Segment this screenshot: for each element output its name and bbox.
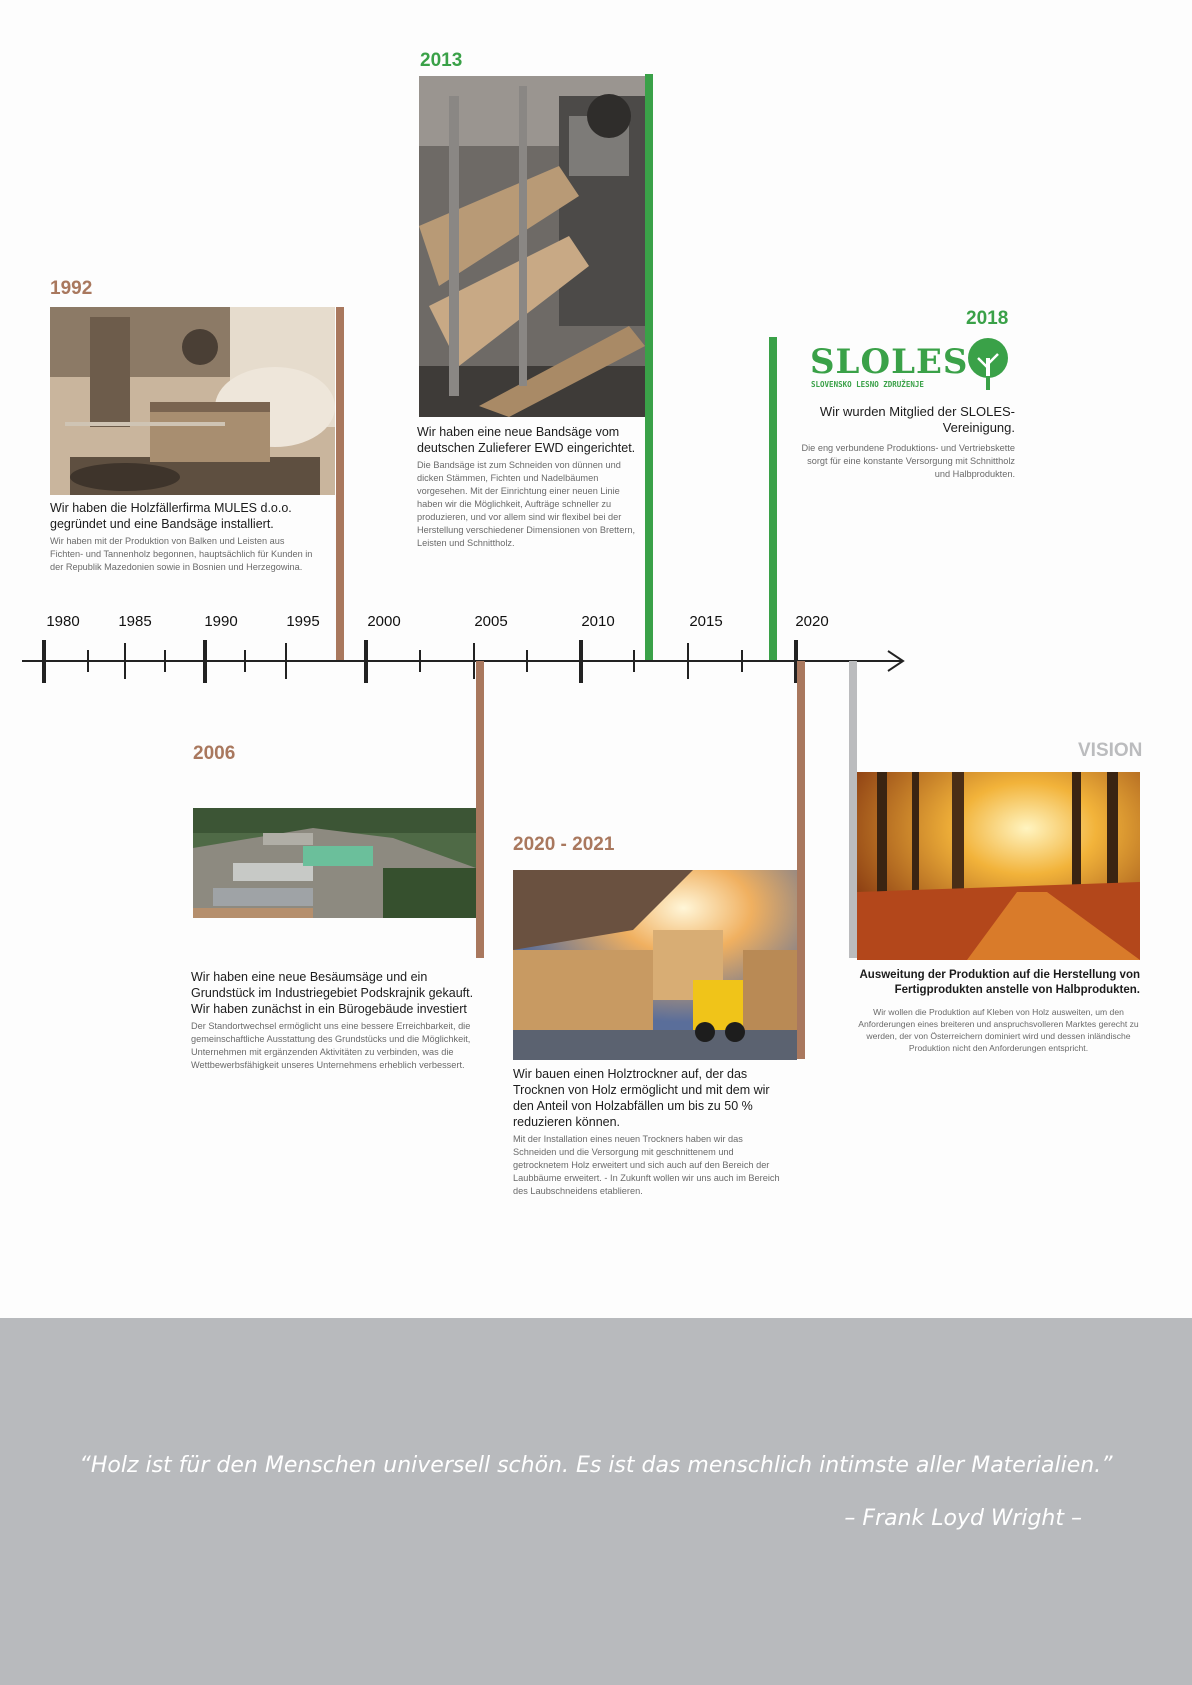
bandsaw-illustration — [419, 76, 645, 417]
event-2013-text — [417, 424, 642, 550]
axis-label-2005: 2005 — [474, 613, 508, 630]
autumn-forest-illustration — [857, 772, 1140, 960]
vision-desc: Wir wollen die Produktion auf Kleben von Holz ausweiten, um den Anforderungen eines breiteren und anspruchsvolleren Marktes gerecht zu werden, der von Österreichern dominiert wird und dessen inländische Produktion nicht den Anforderungen entspricht. — [858, 1007, 1139, 1053]
event-2006-desc: Der Standortwechsel ermöglicht uns eine bessere Erreichbarkeit, die gemeinschaftliche Ausstattung des Grundstücks und die Möglichkeit, Unternehmen mit ergänzenden Aktivitäten zu verbinden, was die Wettbewerbsfähigkeit unseres Unternehmens erheblich verbessert. — [191, 1021, 471, 1070]
bar-2013 — [645, 74, 653, 661]
axis-label-2015: 2015 — [689, 613, 723, 630]
axis-label-2000: 2000 — [367, 613, 401, 630]
sloles-logo — [810, 338, 1020, 393]
industrial-area-illustration — [193, 808, 476, 918]
event-2020-title: Wir bauen einen Holztrockner auf, der das Trocknen von Holz ermöglicht und mit dem wir den Anteil von Holzabfällen um bis zu 50 % reduzieren können. — [513, 1067, 770, 1129]
timeline-axis — [0, 630, 920, 690]
year-2013: 2013 — [420, 50, 463, 71]
quote-text: “Holz ist für den Menschen universell schön. Es ist das menschlich intimste aller Materialien.” — [79, 1453, 1113, 1478]
year-vision: VISION — [1078, 740, 1143, 761]
event-2006-text — [191, 969, 481, 1072]
event-2013-title: Wir haben eine neue Bandsäge vom deutschen Zulieferer EWD eingerichtet. — [417, 425, 636, 455]
year-2006: 2006 — [193, 743, 236, 764]
event-2018-desc: Die eng verbundene Produktions- und Vertriebskette sorgt für eine konstante Versorgung mit Schnittholz und Halbprodukten. — [801, 443, 1015, 479]
bar-2006 — [476, 661, 484, 958]
sloles-logo-subline: SLOVENSKO LESNO ZDRUŽENJE — [811, 380, 924, 389]
quote-band — [0, 1318, 1192, 1685]
year-1992: 1992 — [50, 278, 93, 299]
photo-2013 — [419, 76, 645, 417]
bar-1992 — [336, 307, 344, 660]
event-1992-desc: Wir haben mit der Produktion von Balken und Leisten aus Fichten- und Tannenholz begonnen, hauptsächlich für Kunden in der Republik Mazedonien sowie in Bosnien und Herzegowina. — [50, 536, 313, 572]
event-2018-title: Wir wurden Mitglied der SLOLES-Vereinigung. — [819, 404, 1015, 435]
sawmill-worker-illustration — [50, 307, 335, 495]
event-2020-desc: Mit der Installation eines neuen Trockners haben wir das Schneiden und die Versorgung mit geschnittenem und getrocknetem Holz erweitert und sich auch auf den Bereich der Laubbäume erweitert. - In Zukunft wollen wir uns auch im Bereich des Laubschneidens etablieren. — [513, 1134, 780, 1196]
axis-label-2010: 2010 — [581, 613, 615, 630]
tree-icon — [965, 338, 1011, 390]
photo-2006 — [193, 808, 476, 918]
year-2020-2021: 2020 - 2021 — [513, 834, 615, 855]
event-1992-title: Wir haben die Holzfällerfirma MULES d.o.o. gegründet und eine Bandsäge installiert. — [50, 501, 292, 531]
event-2013-desc: Die Bandsäge ist zum Schneiden von dünnen und dicken Stämmen, Fichten und Nadelbäumen vorgesehen. Mit der Einrichtung einer neuen Linie haben wir die Möglichkeit, Aufträge schneller zu produzieren, und vor allem sind wir flexibel bei der Herstellung verschiedener Dimensionen von Brettern, Leisten und Schnittholz. — [417, 460, 636, 548]
vision-desc-box — [857, 1003, 1140, 1054]
event-2006-title: Wir haben eine neue Besäumsäge und ein Grundstück im Industriegebiet Podskrajnik gekauft. Wir haben zunächst in ein Bürogebäude investiert — [191, 970, 474, 1016]
bar-2018 — [769, 337, 777, 662]
axis-label-1980: 1980 — [46, 613, 80, 630]
event-2020-text — [513, 1066, 788, 1198]
bar-2020-2021 — [797, 661, 805, 1059]
event-2018-text — [790, 404, 1015, 481]
axis-label-2020: 2020 — [795, 613, 829, 630]
photo-2020 — [513, 870, 797, 1060]
axis-label-1990: 1990 — [204, 613, 238, 630]
quote-author: – Frank Loyd Wright – — [844, 1506, 1082, 1531]
year-2018: 2018 — [966, 308, 1009, 329]
photo-vision — [857, 772, 1140, 960]
wood-dryer-illustration — [513, 870, 797, 1060]
photo-1992 — [50, 307, 335, 495]
axis-label-1985: 1985 — [118, 613, 152, 630]
vision-title: Ausweitung der Produktion auf die Herstellung von Fertigprodukten anstelle von Halbprodukten. — [859, 969, 1140, 996]
event-1992-text — [50, 500, 320, 574]
sloles-logo-wordmark: SLOLES — [810, 342, 969, 382]
bar-vision — [849, 661, 857, 958]
vision-title-box — [857, 968, 1140, 998]
axis-label-1995: 1995 — [286, 613, 320, 630]
